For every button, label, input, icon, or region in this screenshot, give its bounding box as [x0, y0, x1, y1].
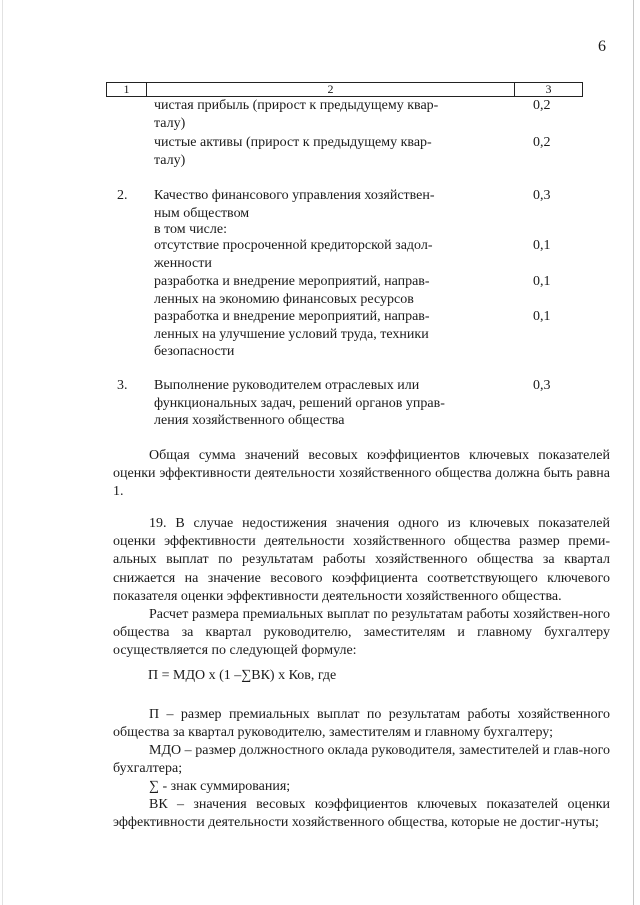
table-row-value: 0,3: [533, 188, 551, 203]
table-row-value: 0,2: [533, 135, 551, 150]
table-row-value: 0,1: [533, 238, 551, 253]
scan-edge-left: [2, 0, 3, 905]
table-row-value: 0,1: [533, 309, 551, 324]
table-row-text: разработка и внедрение мероприятий, направ- ленных на улучшение условий труда, техники безопасности: [154, 309, 430, 360]
page-number: 6: [598, 38, 606, 55]
table-row-text: в том числе:: [154, 222, 227, 237]
header-col-3: 3: [515, 83, 583, 97]
definition-sum: ∑ - знак суммирования;: [149, 779, 291, 794]
table-row-number: 2.: [117, 188, 128, 203]
paragraph-weights-sum: Общая сумма значений весовых коэффициентов ключевых показателей оценки эффективности деятельности хозяйственного общества должна быть равна 1.: [113, 448, 610, 500]
table-row-value: 0,3: [533, 378, 551, 393]
formula: П = МДО х (1 –∑ВК) х Ков, где: [148, 668, 337, 683]
header-col-2: 2: [147, 83, 515, 97]
paragraph-calculation: Расчет размера премиальных выплат по результатам работы хозяйствен-ного общества за квартал руководителю, заместителям и главному бухгалтеру осуществляется по следующей формуле:: [113, 607, 610, 659]
definition-p: П – размер премиальных выплат по результатам работы хозяйственного общества за квартал руководителю, заместителям и главному бухгалтеру;: [113, 707, 610, 741]
table-header: [106, 82, 583, 97]
header-col-1: 1: [107, 83, 147, 97]
table-row-text: отсутствие просроченной кредиторской задол- женности: [154, 238, 433, 271]
table-row-number: 3.: [117, 378, 128, 393]
table-row-value: 0,2: [533, 98, 551, 113]
table-row-value: 0,1: [533, 274, 551, 289]
table-row-text: разработка и внедрение мероприятий, направ- ленных на экономию финансовых ресурсов: [154, 274, 430, 307]
table-row-text: чистая прибыль (прирост к предыдущему квар- талу): [154, 98, 439, 131]
paragraph-19: 19. В случае недостижения значения одного из ключевых показателей оценки эффективности деятельности хозяйственного общества размер преми-альных выплат по результатам работы хозяйственного общества за квартал снижается на значение весового коэффициента соответствующего ключевого показателя оценки эффективности деятельности хозяйственного общества.: [113, 516, 610, 604]
definition-mdo: МДО – размер должностного оклада руководителя, заместителей и глав-ного бухгалтера;: [113, 743, 610, 777]
table-row-text: Выполнение руководителем отраслевых или функциональных задач, решений органов управ- ления хозяйственного общества: [154, 378, 445, 429]
table-row-text: чистые активы (прирост к предыдущему квар- талу): [154, 135, 432, 168]
definition-vk: ВК – значения весовых коэффициентов ключевых показателей оценки эффективности деятельности хозяйственного общества, которые не достиг-нуты;: [113, 797, 610, 831]
table-row-text: Качество финансового управления хозяйствен- ным обществом: [154, 188, 435, 221]
scan-edge-right: [633, 0, 634, 905]
